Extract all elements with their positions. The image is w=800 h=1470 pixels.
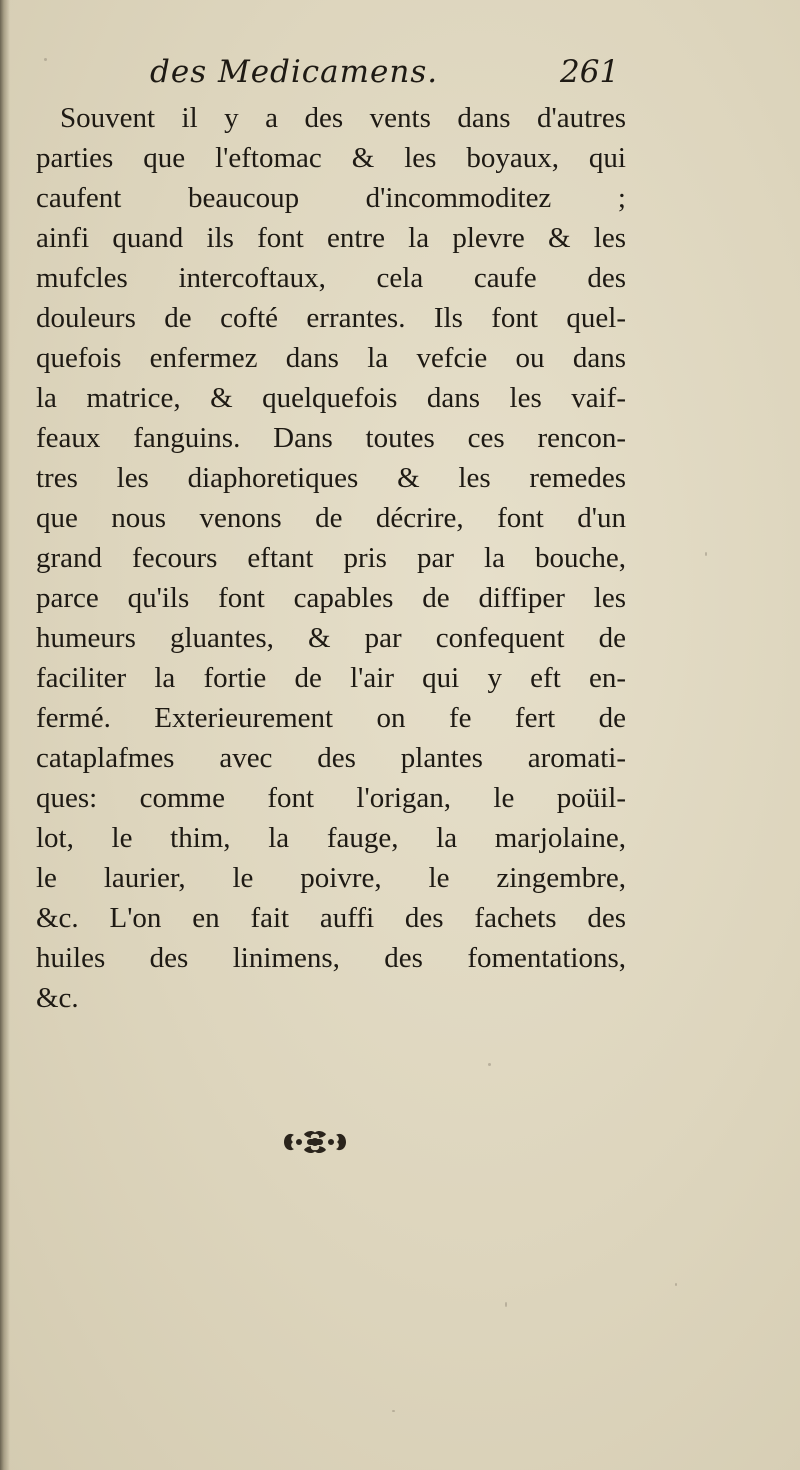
paper-speck bbox=[675, 1283, 677, 1286]
text-line: que nous venons de décrire, font d'un bbox=[36, 502, 626, 534]
text-line: mufcles intercoftaux, cela caufe des bbox=[36, 262, 626, 294]
paper-speck bbox=[488, 1063, 491, 1066]
text-line: cataplafmes avec des plantes aromati- bbox=[36, 742, 626, 774]
paper-speck bbox=[505, 1302, 507, 1307]
text-line: huiles des linimens, des fomentations, bbox=[36, 942, 626, 974]
text-line: parties que l'eftomac & les boyaux, qui bbox=[36, 142, 626, 174]
text-line: &c. bbox=[36, 982, 79, 1014]
running-head-title: des Medicamens. bbox=[150, 54, 439, 90]
text-line: &c. L'on en fait auffi des fachets des bbox=[36, 902, 626, 934]
text-line: faciliter la fortie de l'air qui y eft en- bbox=[36, 662, 626, 694]
page-number: 261 bbox=[560, 54, 620, 90]
text-line: fermé. Exterieurement on fe fert de bbox=[36, 702, 626, 734]
text-line: humeurs gluantes, & par confequent de bbox=[36, 622, 626, 654]
text-line: douleurs de cofté errantes. Ils font quel- bbox=[36, 302, 626, 334]
paper-speck bbox=[705, 552, 707, 556]
page-gutter-shadow bbox=[0, 0, 10, 1470]
text-line: grand fecours eftant pris par la bouche, bbox=[36, 542, 626, 574]
text-line: la matrice, & quelquefois dans les vaif- bbox=[36, 382, 626, 414]
text-line: ainfi quand ils font entre la plevre & les bbox=[36, 222, 626, 254]
text-line: parce qu'ils font capables de diffiper les bbox=[36, 582, 626, 614]
paper-speck bbox=[392, 1410, 395, 1412]
body-text bbox=[36, 98, 626, 1018]
text-line: caufent beaucoup d'incommoditez ; bbox=[36, 182, 626, 214]
text-line: le laurier, le poivre, le zingembre, bbox=[36, 862, 626, 894]
text-line: Souvent il y a des vents dans d'autres bbox=[60, 102, 626, 134]
text-line: feaux fanguins. Dans toutes ces rencon- bbox=[36, 422, 626, 454]
text-line: lot, le thim, la fauge, la marjolaine, bbox=[36, 822, 626, 854]
paper-speck bbox=[44, 58, 47, 61]
text-line: tres les diaphoretiques & les remedes bbox=[36, 462, 626, 494]
printers-fleuron-icon bbox=[280, 1122, 350, 1158]
text-line: quefois enfermez dans la vefcie ou dans bbox=[36, 342, 626, 374]
text-line: ques: comme font l'origan, le poüil- bbox=[36, 782, 626, 814]
running-head bbox=[0, 46, 800, 98]
